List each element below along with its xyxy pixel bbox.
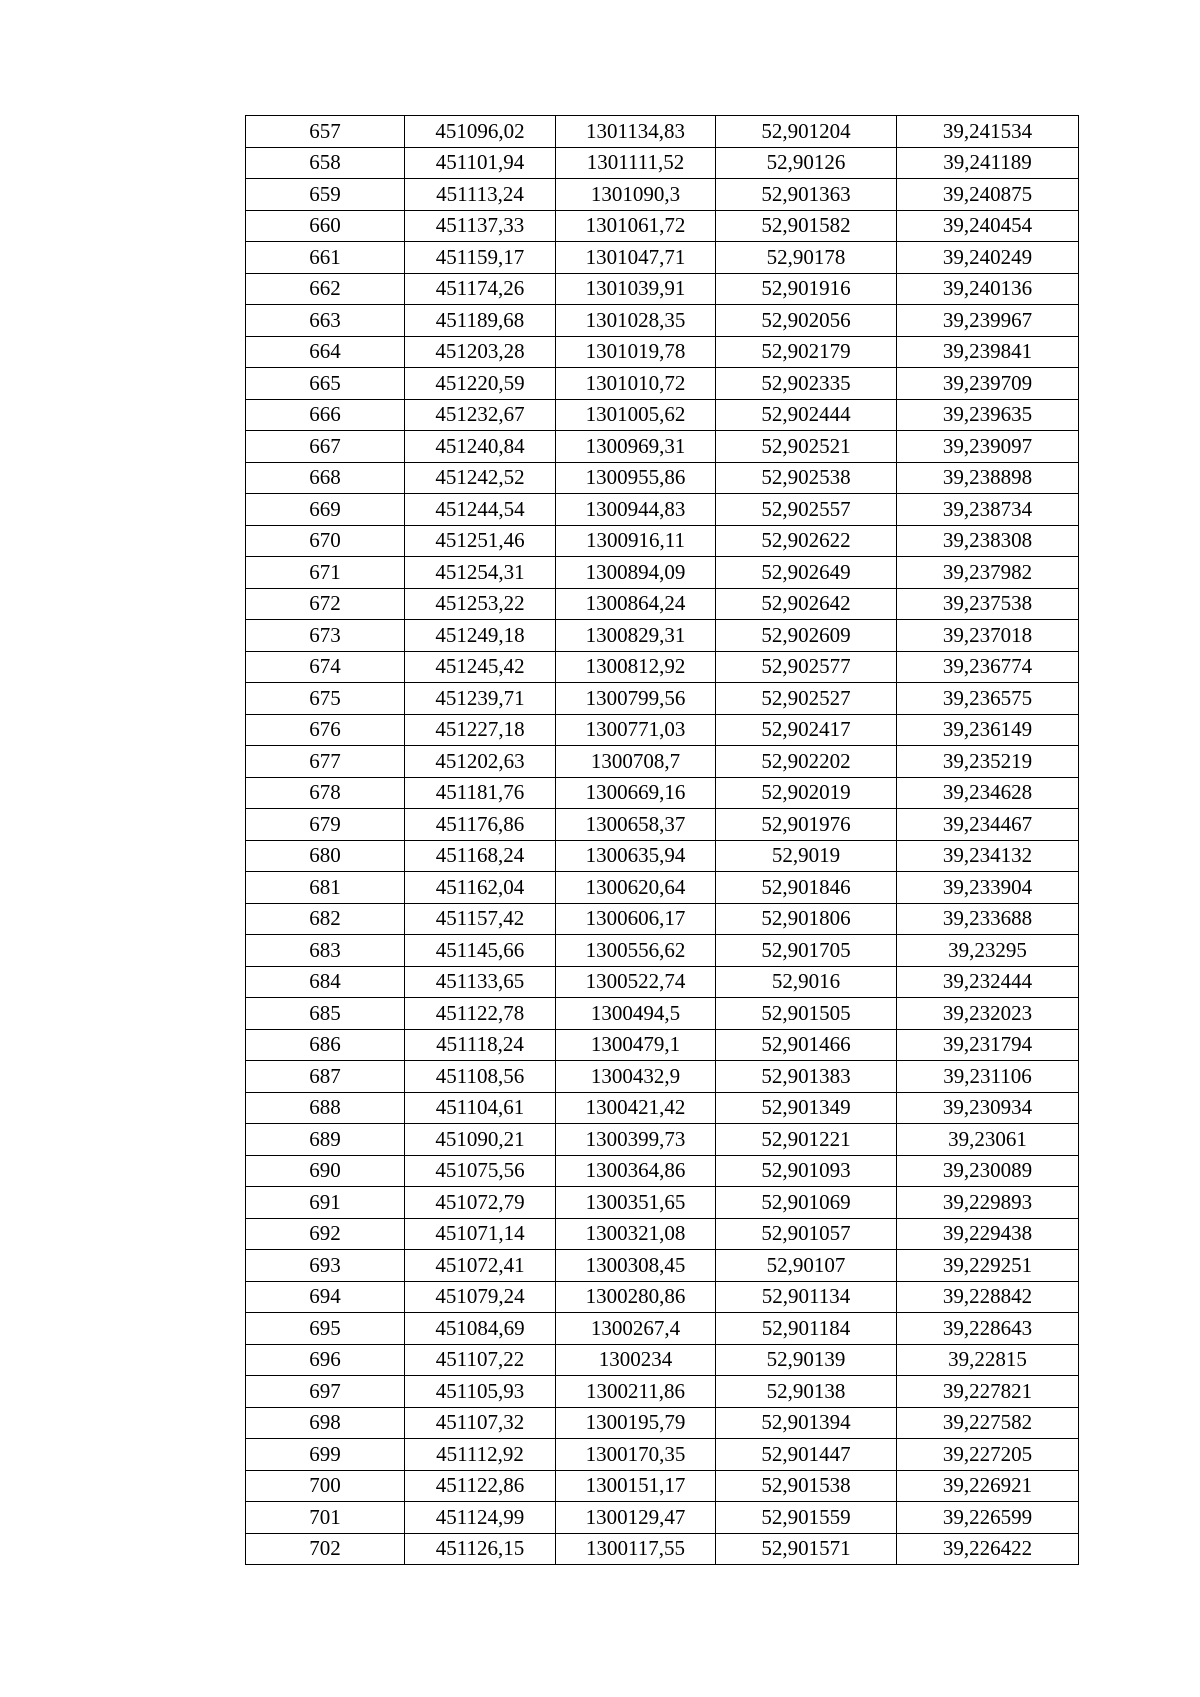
point-number-cell: 676 bbox=[246, 714, 405, 746]
x-coordinate-cell: 451181,76 bbox=[405, 777, 556, 809]
x-coordinate-cell: 451203,28 bbox=[405, 336, 556, 368]
table-row bbox=[246, 525, 1079, 557]
table-row bbox=[246, 935, 1079, 967]
point-number-cell: 662 bbox=[246, 273, 405, 305]
table-row bbox=[246, 683, 1079, 715]
longitude-cell: 39,239709 bbox=[897, 368, 1079, 400]
table-row bbox=[246, 305, 1079, 337]
y-coordinate-cell: 1300195,79 bbox=[556, 1407, 716, 1439]
point-number-cell: 697 bbox=[246, 1376, 405, 1408]
table-row bbox=[246, 1092, 1079, 1124]
point-number-cell: 664 bbox=[246, 336, 405, 368]
x-coordinate-cell: 451240,84 bbox=[405, 431, 556, 463]
x-coordinate-cell: 451104,61 bbox=[405, 1092, 556, 1124]
table-row bbox=[246, 588, 1079, 620]
table-row bbox=[246, 1313, 1079, 1345]
y-coordinate-cell: 1301090,3 bbox=[556, 179, 716, 211]
latitude-cell: 52,901466 bbox=[716, 1029, 897, 1061]
table-row bbox=[246, 368, 1079, 400]
y-coordinate-cell: 1300211,86 bbox=[556, 1376, 716, 1408]
x-coordinate-cell: 451079,24 bbox=[405, 1281, 556, 1313]
y-coordinate-cell: 1300421,42 bbox=[556, 1092, 716, 1124]
point-number-cell: 672 bbox=[246, 588, 405, 620]
latitude-cell: 52,902056 bbox=[716, 305, 897, 337]
longitude-cell: 39,232023 bbox=[897, 998, 1079, 1030]
y-coordinate-cell: 1300494,5 bbox=[556, 998, 716, 1030]
y-coordinate-cell: 1300280,86 bbox=[556, 1281, 716, 1313]
y-coordinate-cell: 1301005,62 bbox=[556, 399, 716, 431]
y-coordinate-cell: 1300556,62 bbox=[556, 935, 716, 967]
longitude-cell: 39,229438 bbox=[897, 1218, 1079, 1250]
point-number-cell: 658 bbox=[246, 147, 405, 179]
x-coordinate-cell: 451159,17 bbox=[405, 242, 556, 274]
latitude-cell: 52,901349 bbox=[716, 1092, 897, 1124]
table-row bbox=[246, 462, 1079, 494]
latitude-cell: 52,9019 bbox=[716, 840, 897, 872]
latitude-cell: 52,902521 bbox=[716, 431, 897, 463]
latitude-cell: 52,901394 bbox=[716, 1407, 897, 1439]
table-row bbox=[246, 1061, 1079, 1093]
point-number-cell: 683 bbox=[246, 935, 405, 967]
longitude-cell: 39,229251 bbox=[897, 1250, 1079, 1282]
point-number-cell: 680 bbox=[246, 840, 405, 872]
latitude-cell: 52,902577 bbox=[716, 651, 897, 683]
point-number-cell: 679 bbox=[246, 809, 405, 841]
point-number-cell: 669 bbox=[246, 494, 405, 526]
point-number-cell: 690 bbox=[246, 1155, 405, 1187]
coordinates-table-body bbox=[246, 116, 1079, 1565]
point-number-cell: 694 bbox=[246, 1281, 405, 1313]
x-coordinate-cell: 451124,99 bbox=[405, 1502, 556, 1534]
x-coordinate-cell: 451107,32 bbox=[405, 1407, 556, 1439]
x-coordinate-cell: 451137,33 bbox=[405, 210, 556, 242]
latitude-cell: 52,901538 bbox=[716, 1470, 897, 1502]
point-number-cell: 693 bbox=[246, 1250, 405, 1282]
longitude-cell: 39,234132 bbox=[897, 840, 1079, 872]
longitude-cell: 39,235219 bbox=[897, 746, 1079, 778]
y-coordinate-cell: 1300151,17 bbox=[556, 1470, 716, 1502]
point-number-cell: 696 bbox=[246, 1344, 405, 1376]
x-coordinate-cell: 451249,18 bbox=[405, 620, 556, 652]
x-coordinate-cell: 451126,15 bbox=[405, 1533, 556, 1565]
longitude-cell: 39,227821 bbox=[897, 1376, 1079, 1408]
x-coordinate-cell: 451072,41 bbox=[405, 1250, 556, 1282]
latitude-cell: 52,901069 bbox=[716, 1187, 897, 1219]
y-coordinate-cell: 1301111,52 bbox=[556, 147, 716, 179]
table-row bbox=[246, 557, 1079, 589]
longitude-cell: 39,238898 bbox=[897, 462, 1079, 494]
point-number-cell: 660 bbox=[246, 210, 405, 242]
longitude-cell: 39,230934 bbox=[897, 1092, 1079, 1124]
latitude-cell: 52,90138 bbox=[716, 1376, 897, 1408]
x-coordinate-cell: 451227,18 bbox=[405, 714, 556, 746]
x-coordinate-cell: 451071,14 bbox=[405, 1218, 556, 1250]
longitude-cell: 39,239097 bbox=[897, 431, 1079, 463]
longitude-cell: 39,227582 bbox=[897, 1407, 1079, 1439]
x-coordinate-cell: 451245,42 bbox=[405, 651, 556, 683]
y-coordinate-cell: 1301010,72 bbox=[556, 368, 716, 400]
y-coordinate-cell: 1301134,83 bbox=[556, 116, 716, 148]
y-coordinate-cell: 1300620,64 bbox=[556, 872, 716, 904]
table-row bbox=[246, 746, 1079, 778]
table-row bbox=[246, 1218, 1079, 1250]
y-coordinate-cell: 1301039,91 bbox=[556, 273, 716, 305]
longitude-cell: 39,237538 bbox=[897, 588, 1079, 620]
y-coordinate-cell: 1301028,35 bbox=[556, 305, 716, 337]
y-coordinate-cell: 1300170,35 bbox=[556, 1439, 716, 1471]
point-number-cell: 678 bbox=[246, 777, 405, 809]
latitude-cell: 52,902335 bbox=[716, 368, 897, 400]
y-coordinate-cell: 1301019,78 bbox=[556, 336, 716, 368]
longitude-cell: 39,238734 bbox=[897, 494, 1079, 526]
latitude-cell: 52,901846 bbox=[716, 872, 897, 904]
point-number-cell: 661 bbox=[246, 242, 405, 274]
table-row bbox=[246, 651, 1079, 683]
table-row bbox=[246, 1250, 1079, 1282]
point-number-cell: 698 bbox=[246, 1407, 405, 1439]
longitude-cell: 39,232444 bbox=[897, 966, 1079, 998]
x-coordinate-cell: 451101,94 bbox=[405, 147, 556, 179]
latitude-cell: 52,902609 bbox=[716, 620, 897, 652]
table-row bbox=[246, 714, 1079, 746]
latitude-cell: 52,902444 bbox=[716, 399, 897, 431]
latitude-cell: 52,902649 bbox=[716, 557, 897, 589]
x-coordinate-cell: 451122,86 bbox=[405, 1470, 556, 1502]
table-row bbox=[246, 1155, 1079, 1187]
longitude-cell: 39,241534 bbox=[897, 116, 1079, 148]
point-number-cell: 685 bbox=[246, 998, 405, 1030]
x-coordinate-cell: 451242,52 bbox=[405, 462, 556, 494]
longitude-cell: 39,234628 bbox=[897, 777, 1079, 809]
longitude-cell: 39,228842 bbox=[897, 1281, 1079, 1313]
x-coordinate-cell: 451090,21 bbox=[405, 1124, 556, 1156]
x-coordinate-cell: 451162,04 bbox=[405, 872, 556, 904]
longitude-cell: 39,230089 bbox=[897, 1155, 1079, 1187]
x-coordinate-cell: 451107,22 bbox=[405, 1344, 556, 1376]
longitude-cell: 39,239841 bbox=[897, 336, 1079, 368]
latitude-cell: 52,90107 bbox=[716, 1250, 897, 1282]
table-row bbox=[246, 1187, 1079, 1219]
longitude-cell: 39,236774 bbox=[897, 651, 1079, 683]
x-coordinate-cell: 451122,78 bbox=[405, 998, 556, 1030]
longitude-cell: 39,240249 bbox=[897, 242, 1079, 274]
x-coordinate-cell: 451118,24 bbox=[405, 1029, 556, 1061]
longitude-cell: 39,231106 bbox=[897, 1061, 1079, 1093]
x-coordinate-cell: 451189,68 bbox=[405, 305, 556, 337]
table-row bbox=[246, 179, 1079, 211]
x-coordinate-cell: 451096,02 bbox=[405, 116, 556, 148]
x-coordinate-cell: 451084,69 bbox=[405, 1313, 556, 1345]
table-row bbox=[246, 1029, 1079, 1061]
longitude-cell: 39,236149 bbox=[897, 714, 1079, 746]
latitude-cell: 52,902538 bbox=[716, 462, 897, 494]
table-row bbox=[246, 399, 1079, 431]
y-coordinate-cell: 1300635,94 bbox=[556, 840, 716, 872]
x-coordinate-cell: 451244,54 bbox=[405, 494, 556, 526]
y-coordinate-cell: 1300606,17 bbox=[556, 903, 716, 935]
latitude-cell: 52,901571 bbox=[716, 1533, 897, 1565]
latitude-cell: 52,901582 bbox=[716, 210, 897, 242]
latitude-cell: 52,901383 bbox=[716, 1061, 897, 1093]
point-number-cell: 667 bbox=[246, 431, 405, 463]
longitude-cell: 39,238308 bbox=[897, 525, 1079, 557]
longitude-cell: 39,241189 bbox=[897, 147, 1079, 179]
point-number-cell: 659 bbox=[246, 179, 405, 211]
point-number-cell: 701 bbox=[246, 1502, 405, 1534]
point-number-cell: 702 bbox=[246, 1533, 405, 1565]
latitude-cell: 52,902019 bbox=[716, 777, 897, 809]
point-number-cell: 682 bbox=[246, 903, 405, 935]
latitude-cell: 52,902417 bbox=[716, 714, 897, 746]
table-row bbox=[246, 147, 1079, 179]
latitude-cell: 52,902527 bbox=[716, 683, 897, 715]
table-row bbox=[246, 336, 1079, 368]
y-coordinate-cell: 1300479,1 bbox=[556, 1029, 716, 1061]
point-number-cell: 671 bbox=[246, 557, 405, 589]
y-coordinate-cell: 1300308,45 bbox=[556, 1250, 716, 1282]
table-row bbox=[246, 1533, 1079, 1565]
latitude-cell: 52,901705 bbox=[716, 935, 897, 967]
latitude-cell: 52,90178 bbox=[716, 242, 897, 274]
latitude-cell: 52,901447 bbox=[716, 1439, 897, 1471]
longitude-cell: 39,228643 bbox=[897, 1313, 1079, 1345]
point-number-cell: 687 bbox=[246, 1061, 405, 1093]
longitude-cell: 39,226921 bbox=[897, 1470, 1079, 1502]
table-row bbox=[246, 620, 1079, 652]
longitude-cell: 39,231794 bbox=[897, 1029, 1079, 1061]
y-coordinate-cell: 1300399,73 bbox=[556, 1124, 716, 1156]
longitude-cell: 39,229893 bbox=[897, 1187, 1079, 1219]
point-number-cell: 665 bbox=[246, 368, 405, 400]
longitude-cell: 39,240875 bbox=[897, 179, 1079, 211]
longitude-cell: 39,233904 bbox=[897, 872, 1079, 904]
point-number-cell: 695 bbox=[246, 1313, 405, 1345]
table-row bbox=[246, 273, 1079, 305]
x-coordinate-cell: 451113,24 bbox=[405, 179, 556, 211]
point-number-cell: 657 bbox=[246, 116, 405, 148]
x-coordinate-cell: 451239,71 bbox=[405, 683, 556, 715]
y-coordinate-cell: 1300351,65 bbox=[556, 1187, 716, 1219]
point-number-cell: 663 bbox=[246, 305, 405, 337]
point-number-cell: 670 bbox=[246, 525, 405, 557]
longitude-cell: 39,23061 bbox=[897, 1124, 1079, 1156]
table-row bbox=[246, 1470, 1079, 1502]
longitude-cell: 39,226422 bbox=[897, 1533, 1079, 1565]
table-row bbox=[246, 1407, 1079, 1439]
latitude-cell: 52,901057 bbox=[716, 1218, 897, 1250]
y-coordinate-cell: 1300799,56 bbox=[556, 683, 716, 715]
longitude-cell: 39,233688 bbox=[897, 903, 1079, 935]
x-coordinate-cell: 451157,42 bbox=[405, 903, 556, 935]
x-coordinate-cell: 451168,24 bbox=[405, 840, 556, 872]
y-coordinate-cell: 1300267,4 bbox=[556, 1313, 716, 1345]
latitude-cell: 52,901134 bbox=[716, 1281, 897, 1313]
table-row bbox=[246, 1124, 1079, 1156]
x-coordinate-cell: 451075,56 bbox=[405, 1155, 556, 1187]
table-row bbox=[246, 966, 1079, 998]
y-coordinate-cell: 1300955,86 bbox=[556, 462, 716, 494]
table-row bbox=[246, 210, 1079, 242]
latitude-cell: 52,901363 bbox=[716, 179, 897, 211]
y-coordinate-cell: 1300708,7 bbox=[556, 746, 716, 778]
y-coordinate-cell: 1300829,31 bbox=[556, 620, 716, 652]
x-coordinate-cell: 451112,92 bbox=[405, 1439, 556, 1471]
x-coordinate-cell: 451220,59 bbox=[405, 368, 556, 400]
coordinates-table bbox=[245, 115, 1079, 1565]
latitude-cell: 52,902642 bbox=[716, 588, 897, 620]
table-row bbox=[246, 1439, 1079, 1471]
y-coordinate-cell: 1300129,47 bbox=[556, 1502, 716, 1534]
table-row bbox=[246, 777, 1079, 809]
x-coordinate-cell: 451072,79 bbox=[405, 1187, 556, 1219]
point-number-cell: 677 bbox=[246, 746, 405, 778]
latitude-cell: 52,902622 bbox=[716, 525, 897, 557]
x-coordinate-cell: 451108,56 bbox=[405, 1061, 556, 1093]
table-row bbox=[246, 1376, 1079, 1408]
y-coordinate-cell: 1300944,83 bbox=[556, 494, 716, 526]
latitude-cell: 52,901916 bbox=[716, 273, 897, 305]
latitude-cell: 52,901221 bbox=[716, 1124, 897, 1156]
y-coordinate-cell: 1301047,71 bbox=[556, 242, 716, 274]
latitude-cell: 52,90126 bbox=[716, 147, 897, 179]
x-coordinate-cell: 451253,22 bbox=[405, 588, 556, 620]
y-coordinate-cell: 1300658,37 bbox=[556, 809, 716, 841]
latitude-cell: 52,90139 bbox=[716, 1344, 897, 1376]
table-row bbox=[246, 431, 1079, 463]
y-coordinate-cell: 1300321,08 bbox=[556, 1218, 716, 1250]
point-number-cell: 673 bbox=[246, 620, 405, 652]
table-row bbox=[246, 1344, 1079, 1376]
x-coordinate-cell: 451174,26 bbox=[405, 273, 556, 305]
y-coordinate-cell: 1300234 bbox=[556, 1344, 716, 1376]
table-row bbox=[246, 903, 1079, 935]
y-coordinate-cell: 1301061,72 bbox=[556, 210, 716, 242]
y-coordinate-cell: 1300364,86 bbox=[556, 1155, 716, 1187]
x-coordinate-cell: 451133,65 bbox=[405, 966, 556, 998]
point-number-cell: 666 bbox=[246, 399, 405, 431]
y-coordinate-cell: 1300432,9 bbox=[556, 1061, 716, 1093]
longitude-cell: 39,234467 bbox=[897, 809, 1079, 841]
y-coordinate-cell: 1300916,11 bbox=[556, 525, 716, 557]
latitude-cell: 52,9016 bbox=[716, 966, 897, 998]
point-number-cell: 686 bbox=[246, 1029, 405, 1061]
point-number-cell: 675 bbox=[246, 683, 405, 715]
longitude-cell: 39,237982 bbox=[897, 557, 1079, 589]
y-coordinate-cell: 1300771,03 bbox=[556, 714, 716, 746]
x-coordinate-cell: 451145,66 bbox=[405, 935, 556, 967]
point-number-cell: 684 bbox=[246, 966, 405, 998]
latitude-cell: 52,901204 bbox=[716, 116, 897, 148]
latitude-cell: 52,901976 bbox=[716, 809, 897, 841]
y-coordinate-cell: 1300522,74 bbox=[556, 966, 716, 998]
point-number-cell: 674 bbox=[246, 651, 405, 683]
latitude-cell: 52,901505 bbox=[716, 998, 897, 1030]
table-row bbox=[246, 116, 1079, 148]
latitude-cell: 52,902557 bbox=[716, 494, 897, 526]
point-number-cell: 691 bbox=[246, 1187, 405, 1219]
point-number-cell: 681 bbox=[246, 872, 405, 904]
longitude-cell: 39,240454 bbox=[897, 210, 1079, 242]
x-coordinate-cell: 451251,46 bbox=[405, 525, 556, 557]
x-coordinate-cell: 451105,93 bbox=[405, 1376, 556, 1408]
table-row bbox=[246, 872, 1079, 904]
latitude-cell: 52,901093 bbox=[716, 1155, 897, 1187]
x-coordinate-cell: 451254,31 bbox=[405, 557, 556, 589]
x-coordinate-cell: 451232,67 bbox=[405, 399, 556, 431]
point-number-cell: 692 bbox=[246, 1218, 405, 1250]
point-number-cell: 668 bbox=[246, 462, 405, 494]
longitude-cell: 39,236575 bbox=[897, 683, 1079, 715]
x-coordinate-cell: 451176,86 bbox=[405, 809, 556, 841]
longitude-cell: 39,239635 bbox=[897, 399, 1079, 431]
table-row bbox=[246, 809, 1079, 841]
latitude-cell: 52,901806 bbox=[716, 903, 897, 935]
y-coordinate-cell: 1300812,92 bbox=[556, 651, 716, 683]
table-row bbox=[246, 494, 1079, 526]
point-number-cell: 689 bbox=[246, 1124, 405, 1156]
point-number-cell: 688 bbox=[246, 1092, 405, 1124]
table-row bbox=[246, 1502, 1079, 1534]
latitude-cell: 52,901559 bbox=[716, 1502, 897, 1534]
table-row bbox=[246, 1281, 1079, 1313]
y-coordinate-cell: 1300894,09 bbox=[556, 557, 716, 589]
y-coordinate-cell: 1300864,24 bbox=[556, 588, 716, 620]
longitude-cell: 39,23295 bbox=[897, 935, 1079, 967]
longitude-cell: 39,226599 bbox=[897, 1502, 1079, 1534]
latitude-cell: 52,901184 bbox=[716, 1313, 897, 1345]
table-row bbox=[246, 242, 1079, 274]
y-coordinate-cell: 1300969,31 bbox=[556, 431, 716, 463]
y-coordinate-cell: 1300117,55 bbox=[556, 1533, 716, 1565]
y-coordinate-cell: 1300669,16 bbox=[556, 777, 716, 809]
table-row bbox=[246, 998, 1079, 1030]
latitude-cell: 52,902179 bbox=[716, 336, 897, 368]
longitude-cell: 39,22815 bbox=[897, 1344, 1079, 1376]
longitude-cell: 39,237018 bbox=[897, 620, 1079, 652]
latitude-cell: 52,902202 bbox=[716, 746, 897, 778]
x-coordinate-cell: 451202,63 bbox=[405, 746, 556, 778]
point-number-cell: 700 bbox=[246, 1470, 405, 1502]
table-row bbox=[246, 840, 1079, 872]
longitude-cell: 39,239967 bbox=[897, 305, 1079, 337]
longitude-cell: 39,240136 bbox=[897, 273, 1079, 305]
longitude-cell: 39,227205 bbox=[897, 1439, 1079, 1471]
point-number-cell: 699 bbox=[246, 1439, 405, 1471]
